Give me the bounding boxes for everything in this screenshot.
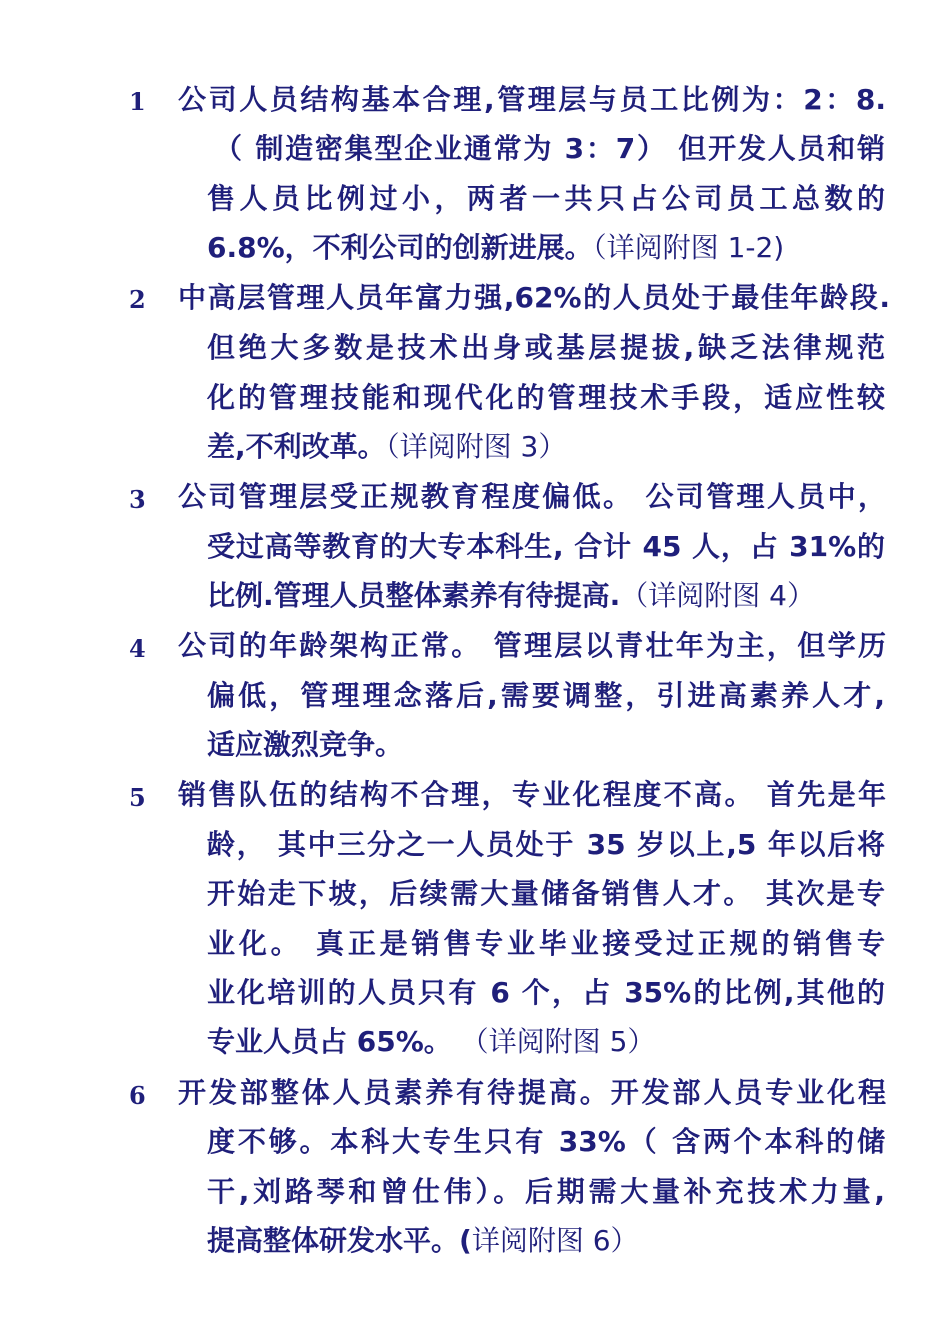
item-line: 公司的年龄架构正常。 管理层以青壮年为主，但学历 — [178, 629, 886, 662]
figure-reference: （详阅附图 3） — [385, 430, 567, 463]
item-line: 受过高等教育的大专本科生, 合计 45 人，占 31%的 — [207, 530, 885, 563]
item-number: 6 — [129, 1081, 146, 1110]
item-text: 专业人员占 65%。 — [207, 1025, 452, 1058]
item-line: 化的管理技能和现代化的管理技术手段，适应性较 — [207, 381, 885, 414]
item-line: 销售队伍的结构不合理，专业化程度不高。 首先是年 — [178, 778, 886, 811]
item-line: 公司管理层受正规教育程度偏低。 公司管理人员中， — [178, 480, 886, 513]
item-line-last: 适应激烈竞争。 — [207, 728, 404, 761]
item-line: 干,刘路琴和曾仕伟）。后期需大量补充技术力量, — [207, 1175, 885, 1208]
item-line: 开发部整体人员素养有待提高。开发部人员专业化程 — [178, 1076, 886, 1109]
item-line: 中高层管理人员年富力强,62%的人员处于最佳年龄段. — [178, 281, 890, 314]
item-line: 但绝大多数是技术出身或基层提拔,缺乏法律规范 — [207, 331, 885, 364]
item-number: 1 — [129, 87, 146, 116]
item-line-last — [207, 579, 885, 612]
figure-reference: （详阅附图 4） — [620, 579, 815, 612]
item-line: 业化。 真正是销售专业毕业接受过正规的销售专 — [207, 927, 885, 960]
item-line: 业化培训的人员只有 6 个，占 35%的比例,其他的 — [207, 976, 885, 1009]
item-number: 3 — [129, 485, 146, 514]
figure-reference: （详阅附图 1-2) — [592, 231, 785, 264]
item-number: 5 — [129, 783, 146, 812]
figure-reference: （详阅附图 5） — [451, 1025, 656, 1058]
item-text: 比例.管理人员整体素养有待提高. — [207, 579, 621, 612]
item-line-last — [207, 231, 885, 264]
item-line: 龄， 其中三分之一人员处于 35 岁以上,5 年以后将 — [207, 828, 885, 861]
item-text: 差,不利改革。 — [207, 430, 386, 463]
item-line: 公司人员结构基本合理,管理层与员工比例为：2：8. — [178, 83, 886, 116]
item-line: 偏低，管理理念落后,需要调整，引进高素养人才, — [207, 679, 885, 712]
item-line: 售人员比例过小，两者一共只占公司员工总数的 — [207, 182, 885, 215]
item-text: 6.8%，不利公司的创新进展。 — [207, 231, 593, 264]
item-text: 提高整体研发水平。( — [207, 1224, 472, 1257]
item-line: 开始走下坡，后续需大量储备销售人才。 其次是专 — [207, 877, 885, 910]
item-line: （ 制造密集型企业通常为 3：7） 但开发人员和销 — [214, 132, 885, 165]
item-line-last — [207, 1224, 885, 1257]
item-line-last — [207, 1025, 885, 1058]
item-number: 4 — [129, 634, 146, 663]
item-number: 2 — [129, 285, 146, 314]
figure-reference: 详阅附图 6） — [471, 1224, 639, 1257]
item-line-last — [207, 430, 885, 463]
item-line: 度不够。本科大专生只有 33%（ 含两个本科的储 — [207, 1125, 885, 1158]
